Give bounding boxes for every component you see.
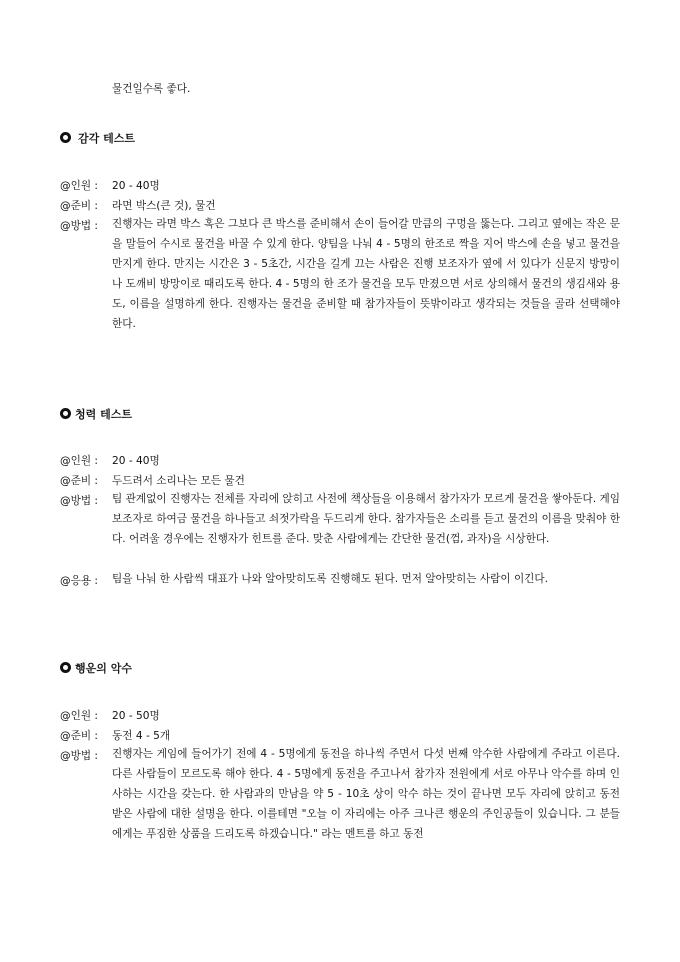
bullet-icon (60, 408, 71, 419)
field-label-people: @인원 : (60, 710, 98, 722)
field-label-prep: @준비 : (60, 730, 98, 742)
field-value-method: 팀 관계없이 진행자는 전체를 자리에 앉히고 사전에 책상들을 이용해서 참가자가 모르게 물건을 쌓아둔다. 게임 보조자로 하여금 물건을 하나들고 쇠젓가락을 두드리게 한다. 참가자들은 소리를 듣고 물건의 이름을 맞춰야 한다. 어려울 경우에는 진행자가 힌트를 준다. 맞춘 사람에게는 간단한 물건(껌, 과자)을 시상한다. (112, 493, 620, 545)
field-value-prep: 동전 4 - 5개 (112, 730, 171, 742)
field-value-prep: 라면 박스(큰 것), 물건 (112, 200, 216, 212)
section-heading-hearing (60, 406, 132, 422)
section-heading-lucky-handshake (60, 660, 132, 676)
field-label-application: @응용 : (60, 575, 98, 587)
field-value-method: 진행자는 라면 박스 혹은 그보다 큰 박스를 준비해서 손이 들어갈 만큼의 구멍을 뚫는다. 그리고 옆에는 작은 문을 말들어 수시로 물건을 바꿀 수 있게 한다. 양팀을 나눠 4 - 5명의 한조로 짝을 지어 박스에 손을 넣고 물건을 만지게 한다. 만지는 시간은 3 - 5초간, 시간을 길게 끄는 사람은 진행 보조자가 옆에 서 있다가 신문지 방망이나 도깨비 방망이로 때리도록 한다. 4 - 5명의 한 조가 물건을 모두 만졌으면 서로 상의해서 물건의 생김새와 용도, 이름을 설명하게 한다. 진행자는 물건을 준비할 때 참가자들이 뜻밖이라고 생각되는 것들을 골라 선택해야 한다. (112, 218, 620, 330)
field-value-people: 20 - 50명 (112, 710, 160, 722)
field-value-application: 팀을 나눠 한 사람씩 대표가 나와 알아맞히도록 진행해도 된다. 먼저 알아맞히는 사람이 이긴다. (112, 573, 549, 585)
bullet-icon (60, 662, 71, 673)
section-heading-sensory (60, 130, 135, 146)
field-value-people: 20 - 40명 (112, 455, 160, 467)
bullet-icon (60, 132, 71, 143)
field-label-prep: @준비 : (60, 475, 98, 487)
field-value-method: 진행자는 게임에 들어가기 전에 4 - 5명에게 동전을 하나씩 주면서 다섯 번째 악수한 사람에게 주라고 이른다. 다른 사람들이 모르도록 해야 한다. 4 - 5명에게 동전을 주고나서 참가자 전원에게 서로 아무나 악수를 하며 인사하는 시간을 갖는다. 한 사람과의 만남을 약 5 - 10초 상이 악수 하는 것이 끝나면 모두 자리에 앉히고 동전 받은 사람에 대한 설명을 한다. 이를테면 "오늘 이 자리에는 아주 크나큰 행운의 주인공들이 있습니다. 그 분들에게는 푸짐한 상품을 드리도록 하겠습니다." 라는 멘트를 하고 동전 (112, 748, 620, 840)
field-label-method: @방법 : (60, 750, 98, 762)
field-label-method: @방법 : (60, 495, 98, 507)
field-value-people: 20 - 40명 (112, 180, 160, 192)
field-label-people: @인원 : (60, 455, 98, 467)
field-value-prep: 두드려서 소리나는 모든 물건 (112, 475, 245, 487)
field-label-prep: @준비 : (60, 200, 98, 212)
field-label-method: @방법 : (60, 220, 98, 232)
section-title: 청력 테스트 (75, 408, 132, 421)
field-label-people: @인원 : (60, 180, 98, 192)
section-title: 행운의 악수 (75, 662, 132, 675)
section-title: 감각 테스트 (78, 132, 135, 145)
intro-line: 물건일수록 좋다. (112, 83, 191, 95)
